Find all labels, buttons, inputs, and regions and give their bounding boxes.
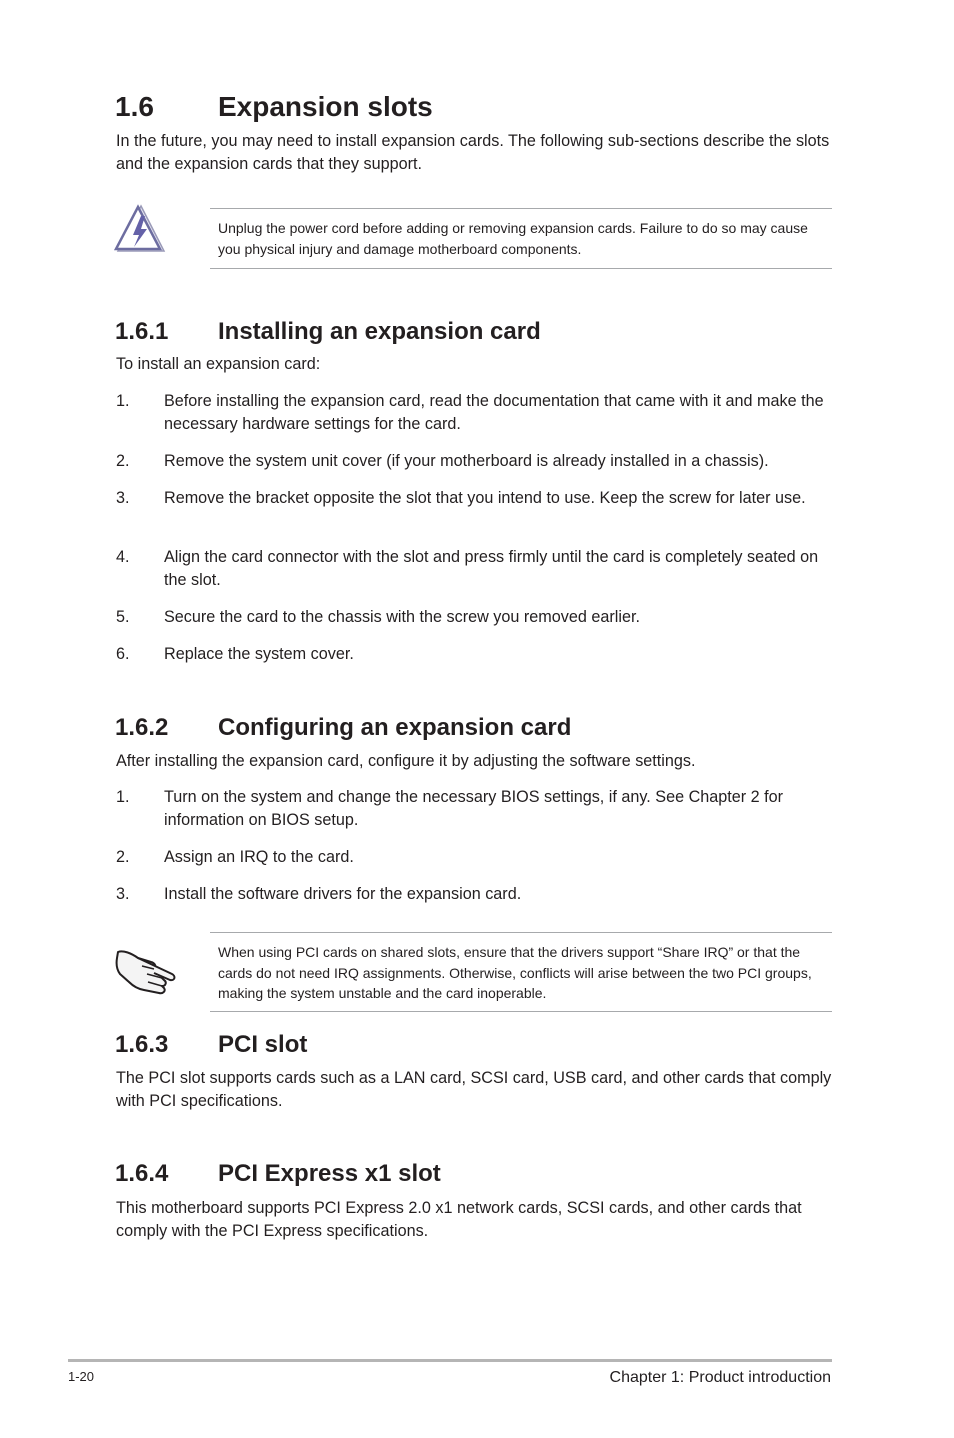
list-item-text: Before installing the expansion card, read the documentation that came with it and make the necessary hardware settings for the card. (164, 392, 824, 433)
pci-text: The PCI slot supports cards such as a LAN card, SCSI card, USB card, and other cards that comply with PCI specifications. (116, 1069, 832, 1110)
subsection-title: Configuring an expansion card (218, 714, 572, 741)
subsection-title: Installing an expansion card (218, 318, 541, 345)
list-item-number: 2. (116, 848, 130, 866)
note-text: When using PCI cards on shared slots, ensure that the drivers support “Share IRQ” or that the cards do not need IRQ assignments. Otherwise, conflicts will arise between the two PCI groups, making the system unstable and the card inoperable. (218, 944, 812, 1001)
list-item-number: 1. (116, 392, 130, 410)
list-item-text: Remove the system unit cover (if your motherboard is already installed in a chassis). (164, 452, 769, 470)
section-number: 1.6 (115, 91, 154, 122)
list-item (116, 883, 832, 906)
list-item-text: Turn on the system and change the necessary BIOS settings, if any. See Chapter 2 for information on BIOS setup. (164, 788, 784, 829)
installing-intro: To install an expansion card: (116, 355, 321, 373)
list-item-number: 4. (116, 548, 130, 566)
note-top-rule (210, 932, 832, 933)
section-intro: In the future, you may need to install expansion cards. The following sub-sections describe the slots and the expansion cards that they support. (116, 132, 830, 173)
list-item (116, 846, 832, 869)
warning-top-rule (210, 208, 832, 209)
page-number: 1-20 (68, 1369, 95, 1384)
list-item-text: Assign an IRQ to the card. (164, 848, 354, 866)
subsection-heading-configuring (115, 713, 571, 743)
subsection-heading-pcie (115, 1159, 441, 1189)
subsection-heading-pci (115, 1030, 307, 1060)
warning-bottom-rule (210, 268, 832, 269)
pcie-text: This motherboard supports PCI Express 2.0 x1 network cards, SCSI cards, and other cards that comply with the PCI Express specifications. (116, 1199, 802, 1240)
list-item (116, 450, 832, 473)
list-item (116, 786, 832, 832)
list-item-text: Replace the system cover. (164, 645, 354, 663)
subsection-number: 1.6.2 (115, 714, 169, 741)
subsection-title: PCI Express x1 slot (218, 1160, 441, 1187)
subsection-number: 1.6.1 (115, 318, 169, 345)
page-title (115, 88, 433, 126)
list-item-number: 3. (116, 489, 130, 507)
list-item-number: 5. (116, 608, 130, 626)
list-item (116, 606, 832, 629)
configuring-intro: After installing the expansion card, configure it by adjusting the software settings. (116, 752, 696, 770)
footer-rule (68, 1359, 832, 1362)
warning-lightning-icon (114, 204, 166, 254)
list-item (116, 487, 832, 510)
list-item-number: 2. (116, 452, 130, 470)
list-item (116, 390, 832, 436)
subsection-heading-installing (115, 317, 541, 347)
subsection-number: 1.6.4 (115, 1160, 169, 1187)
list-item-text: Align the card connector with the slot and press firmly until the card is completely seated on the slot. (164, 548, 819, 589)
note-bottom-rule (210, 1011, 832, 1012)
list-item-number: 3. (116, 885, 130, 903)
list-item (116, 546, 832, 592)
section-title: Expansion slots (218, 91, 433, 122)
list-item-text: Remove the bracket opposite the slot that you intend to use. Keep the screw for later use. (164, 489, 806, 507)
list-item-number: 6. (116, 645, 130, 663)
subsection-title: PCI slot (218, 1031, 308, 1058)
list-item-number: 1. (116, 788, 130, 806)
chapter-label: Chapter 1: Product introduction (609, 1369, 831, 1386)
warning-text: Unplug the power cord before adding or removing expansion cards. Failure to do so may cause you physical injury and damage motherboard components. (218, 220, 808, 257)
list-item-text: Install the software drivers for the expansion card. (164, 885, 522, 903)
pointing-hand-icon (114, 944, 178, 996)
subsection-number: 1.6.3 (115, 1031, 169, 1058)
list-item (116, 643, 832, 666)
list-item-text: Secure the card to the chassis with the screw you removed earlier. (164, 608, 640, 626)
